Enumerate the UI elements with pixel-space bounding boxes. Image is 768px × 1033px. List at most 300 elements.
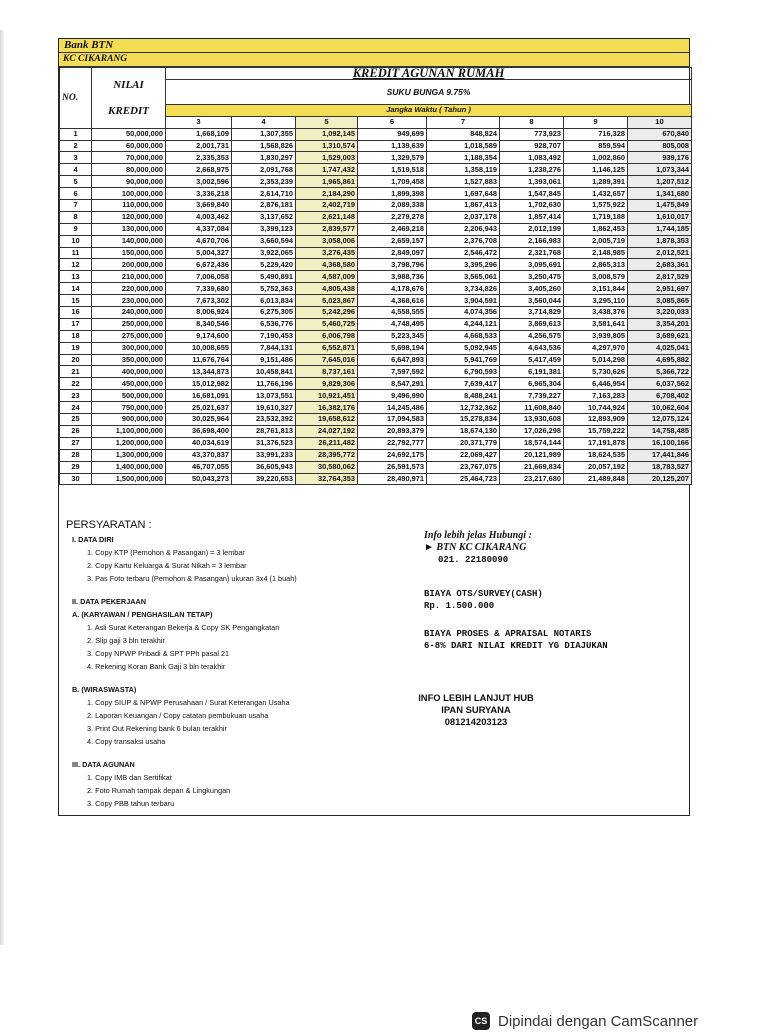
loan-amount: 750,000,000 <box>92 402 166 414</box>
col-nilai-label: NILAI <box>113 78 144 91</box>
installment-cell: 8,006,924 <box>166 307 232 319</box>
table-row <box>60 330 692 342</box>
loan-amount: 1,400,000,000 <box>92 461 166 473</box>
installment-cell: 7,190,453 <box>232 330 296 342</box>
installment-cell: 5,460,725 <box>296 318 358 330</box>
installment-cell: 3,904,591 <box>427 295 500 307</box>
installment-cell: 2,279,278 <box>358 211 427 223</box>
year-header: 6 <box>358 116 427 128</box>
row-number: 8 <box>60 211 92 223</box>
installment-cell: 3,008,579 <box>564 271 628 283</box>
installment-cell: 17,191,878 <box>564 437 628 449</box>
table-row <box>60 176 692 188</box>
installment-cell: 2,469,218 <box>358 223 427 235</box>
installment-cell: 5,417,459 <box>500 354 564 366</box>
loan-amount: 1,200,000,000 <box>92 437 166 449</box>
installment-cell: 6,790,593 <box>427 366 500 378</box>
installment-cell: 5,730,626 <box>564 366 628 378</box>
loan-amount: 400,000,000 <box>92 366 166 378</box>
installment-cell: 1,529,003 <box>296 152 358 164</box>
installment-cell: 3,250,475 <box>500 271 564 283</box>
installment-cell: 3,276,435 <box>296 247 358 259</box>
table-row <box>60 461 692 473</box>
table-row <box>60 259 692 271</box>
installment-cell: 1,083,492 <box>500 152 564 164</box>
installment-cell: 1,073,344 <box>628 164 692 176</box>
installment-cell: 1,697,648 <box>427 188 500 200</box>
installment-cell: 19,610,327 <box>232 402 296 414</box>
installment-cell: 6,552,871 <box>296 342 358 354</box>
table-row <box>60 223 692 235</box>
section-data-pekerjaan: II. DATA PEKERJAAN <box>72 597 147 606</box>
year-header: 5 <box>296 116 358 128</box>
installment-cell: 15,012,982 <box>166 378 232 390</box>
row-number: 20 <box>60 354 92 366</box>
installment-cell: 4,244,121 <box>427 318 500 330</box>
installment-cell: 10,921,451 <box>296 390 358 402</box>
row-number: 3 <box>60 152 92 164</box>
installment-cell: 3,734,826 <box>427 283 500 295</box>
installment-cell: 13,344,873 <box>166 366 232 378</box>
installment-cell: 2,659,157 <box>358 235 427 247</box>
table-row <box>60 342 692 354</box>
installment-cell: 8,547,291 <box>358 378 427 390</box>
bank-logo: Bank BTN <box>64 39 114 51</box>
installment-cell: 3,714,829 <box>500 307 564 319</box>
agunan-item: 2. Foto Rumah tampak depan & Lingkungan <box>87 786 231 795</box>
installment-cell: 6,708,402 <box>628 390 692 402</box>
row-number: 9 <box>60 223 92 235</box>
installment-cell: 18,783,527 <box>628 461 692 473</box>
installment-cell: 33,991,233 <box>232 449 296 461</box>
installment-cell: 4,695,882 <box>628 354 692 366</box>
installment-cell: 1,146,125 <box>564 164 628 176</box>
installment-cell: 1,867,413 <box>427 200 500 212</box>
installment-cell: 5,092,945 <box>427 342 500 354</box>
installment-cell: 3,336,218 <box>166 188 232 200</box>
installment-cell: 2,005,719 <box>564 235 628 247</box>
col-no-header: NO. <box>60 68 92 129</box>
installment-cell: 3,660,594 <box>232 235 296 247</box>
installment-cell: 1,018,589 <box>427 140 500 152</box>
karyawan-item: 1. Asli Surat Keterangan Bekerja & Copy SK Pengangkatan <box>87 623 280 632</box>
installment-cell: 9,174,600 <box>166 330 232 342</box>
installment-cell: 8,488,241 <box>427 390 500 402</box>
table-row <box>60 425 692 437</box>
installment-cell: 7,673,302 <box>166 295 232 307</box>
installment-cell: 2,614,710 <box>232 188 296 200</box>
installment-cell: 2,184,290 <box>296 188 358 200</box>
table-row <box>60 378 692 390</box>
installment-cell: 1,899,398 <box>358 188 427 200</box>
row-number: 15 <box>60 295 92 307</box>
installment-cell: 43,370,837 <box>166 449 232 461</box>
installment-cell: 6,536,776 <box>232 318 296 330</box>
table-row <box>60 271 692 283</box>
installment-cell: 1,432,657 <box>564 188 628 200</box>
installment-cell: 4,337,084 <box>166 223 232 235</box>
installment-cell: 20,125,207 <box>628 473 692 485</box>
installment-cell: 36,698,400 <box>166 425 232 437</box>
row-number: 27 <box>60 437 92 449</box>
installment-cell: 1,527,883 <box>427 176 500 188</box>
installment-cell: 7,844,131 <box>232 342 296 354</box>
installment-cell: 3,565,061 <box>427 271 500 283</box>
data-diri-item: 3. Pas Foto terbaru (Pemohon & Pasangan) ukuran 3x4 (1 buah) <box>87 574 297 583</box>
installment-cell: 1,393,061 <box>500 176 564 188</box>
installment-cell: 716,328 <box>564 128 628 140</box>
installment-cell: 2,089,338 <box>358 200 427 212</box>
section-karyawan: A. (KARYAWAN / PENGHASILAN TETAP) <box>72 610 213 619</box>
installment-cell: 2,012,199 <box>500 223 564 235</box>
table-row <box>60 390 692 402</box>
col-kredit-label: KREDIT <box>108 104 149 117</box>
installment-cell: 4,748,495 <box>358 318 427 330</box>
installment-cell: 6,446,954 <box>564 378 628 390</box>
loan-amount: 80,000,000 <box>92 164 166 176</box>
row-number: 6 <box>60 188 92 200</box>
section-wiraswasta: B. (WIRASWASTA) <box>72 685 137 694</box>
installment-cell: 1,744,185 <box>628 223 692 235</box>
row-number: 17 <box>60 318 92 330</box>
installment-cell: 4,256,575 <box>500 330 564 342</box>
installment-cell: 10,458,841 <box>232 366 296 378</box>
loan-amount: 100,000,000 <box>92 188 166 200</box>
row-number: 13 <box>60 271 92 283</box>
col-kredit-header <box>92 68 166 129</box>
installment-cell: 5,941,769 <box>427 354 500 366</box>
installment-cell: 21,669,834 <box>500 461 564 473</box>
installment-cell: 32,764,353 <box>296 473 358 485</box>
installment-cell: 5,242,296 <box>296 307 358 319</box>
table-row <box>60 295 692 307</box>
installment-cell: 670,840 <box>628 128 692 140</box>
table-row <box>60 354 692 366</box>
installment-cell: 1,747,432 <box>296 164 358 176</box>
installment-cell: 25,021,637 <box>166 402 232 414</box>
process-fee-label: BIAYA PROSES & APRAISAL NOTARIS <box>424 629 592 639</box>
installment-cell: 848,824 <box>427 128 500 140</box>
installment-cell: 773,923 <box>500 128 564 140</box>
term-label: Jangka Waktu ( Tahun ) <box>166 104 692 116</box>
installment-cell: 3,581,641 <box>564 318 628 330</box>
agunan-item: 3. Copy PBB tahun terbaru <box>87 799 175 808</box>
installment-cell: 3,988,736 <box>358 271 427 283</box>
installment-cell: 2,849,097 <box>358 247 427 259</box>
row-number: 21 <box>60 366 92 378</box>
scan-edge <box>0 30 4 945</box>
installment-cell: 18,624,535 <box>564 449 628 461</box>
section-data-diri: I. DATA DIRI <box>72 535 114 544</box>
loan-amount: 110,000,000 <box>92 200 166 212</box>
installment-cell: 6,013,834 <box>232 295 296 307</box>
installment-cell: 2,148,985 <box>564 247 628 259</box>
installment-cell: 25,464,723 <box>427 473 500 485</box>
loan-amount: 1,500,000,000 <box>92 473 166 485</box>
data-diri-item: 2. Copy Kartu Keluarga & Surat Nikah = 3 lembar <box>87 561 247 570</box>
installment-cell: 17,026,298 <box>500 425 564 437</box>
installment-cell: 12,893,909 <box>564 414 628 426</box>
installment-cell: 13,930,608 <box>500 414 564 426</box>
row-number: 26 <box>60 425 92 437</box>
bank-header-bar <box>59 39 689 53</box>
installment-cell: 26,211,482 <box>296 437 358 449</box>
installment-cell: 12,732,362 <box>427 402 500 414</box>
wiraswasta-item: 3. Print Out Rekening bank 6 bulan terakhir <box>87 724 227 733</box>
installment-cell: 7,645,016 <box>296 354 358 366</box>
row-number: 25 <box>60 414 92 426</box>
installment-cell: 7,163,283 <box>564 390 628 402</box>
installment-cell: 3,438,376 <box>564 307 628 319</box>
installment-cell: 23,767,075 <box>427 461 500 473</box>
further-info-title: INFO LEBIH LANJUT HUB <box>418 692 534 703</box>
wiraswasta-item: 2. Laporan Keuangan / Copy catatan pembukuan usaha <box>87 711 269 720</box>
installment-cell: 14,758,485 <box>628 425 692 437</box>
installment-cell: 5,223,345 <box>358 330 427 342</box>
loan-amount: 300,000,000 <box>92 342 166 354</box>
installment-cell: 4,643,536 <box>500 342 564 354</box>
installment-cell: 2,951,697 <box>628 283 692 295</box>
installment-cell: 1,878,353 <box>628 235 692 247</box>
row-number: 16 <box>60 307 92 319</box>
installment-cell: 3,395,296 <box>427 259 500 271</box>
karyawan-item: 3. Copy NPWP Pribadi & SPT PPh pasal 21 <box>87 649 230 658</box>
installment-cell: 2,621,148 <box>296 211 358 223</box>
further-info-name: IPAN SURYANA <box>441 704 511 715</box>
installment-cell: 2,012,521 <box>628 247 692 259</box>
row-number: 24 <box>60 402 92 414</box>
installment-cell: 2,321,768 <box>500 247 564 259</box>
year-header: 7 <box>427 116 500 128</box>
year-header: 10 <box>628 116 692 128</box>
loan-amount: 60,000,000 <box>92 140 166 152</box>
loan-amount: 500,000,000 <box>92 390 166 402</box>
installment-cell: 859,594 <box>564 140 628 152</box>
installment-cell: 30,025,964 <box>166 414 232 426</box>
installment-cell: 18,574,144 <box>500 437 564 449</box>
installment-cell: 17,094,583 <box>358 414 427 426</box>
installment-cell: 31,376,523 <box>232 437 296 449</box>
further-info-phone: 081214203123 <box>444 716 508 727</box>
installment-cell: 1,188,354 <box>427 152 500 164</box>
wiraswasta-item: 1. Copy SIUP & NPWP Perusahaan / Surat Keterangan Usaha <box>87 698 290 707</box>
installment-cell: 11,676,764 <box>166 354 232 366</box>
installment-cell: 1,857,414 <box>500 211 564 223</box>
installment-cell: 28,490,971 <box>358 473 427 485</box>
installment-cell: 22,792,777 <box>358 437 427 449</box>
table-row <box>60 402 692 414</box>
installment-cell: 3,151,844 <box>564 283 628 295</box>
installment-cell: 5,752,363 <box>232 283 296 295</box>
loan-amount: 150,000,000 <box>92 247 166 259</box>
row-number: 2 <box>60 140 92 152</box>
installment-cell: 20,121,989 <box>500 449 564 461</box>
installment-cell: 11,608,840 <box>500 402 564 414</box>
installment-cell: 5,229,420 <box>232 259 296 271</box>
installment-cell: 3,399,123 <box>232 223 296 235</box>
installment-cell: 17,441,846 <box>628 449 692 461</box>
karyawan-item: 2. Slip gaji 3 bln terakhir <box>87 636 165 645</box>
installment-cell: 1,830,297 <box>232 152 296 164</box>
installment-cell: 6,006,798 <box>296 330 358 342</box>
installment-cell: 1,965,861 <box>296 176 358 188</box>
installment-cell: 4,297,970 <box>564 342 628 354</box>
contact-title: Info lebih jelas Hubungi : <box>424 530 532 541</box>
row-number: 1 <box>60 128 92 140</box>
installment-cell: 2,206,943 <box>427 223 500 235</box>
data-diri-item: 1. Copy KTP (Pemohon & Pasangan) = 3 lembar <box>87 548 245 557</box>
installment-cell: 4,074,356 <box>427 307 500 319</box>
table-row <box>60 247 692 259</box>
table-title: KREDIT AGUNAN RUMAH <box>166 68 692 80</box>
installment-cell: 805,008 <box>628 140 692 152</box>
table-row <box>60 211 692 223</box>
installment-cell: 6,275,305 <box>232 307 296 319</box>
year-header: 4 <box>232 116 296 128</box>
camscanner-icon: CS <box>472 1012 490 1030</box>
installment-cell: 6,037,562 <box>628 378 692 390</box>
contact-phone: 021. 22180090 <box>438 555 509 565</box>
installment-cell: 2,335,353 <box>166 152 232 164</box>
loan-amount: 900,000,000 <box>92 414 166 426</box>
ots-fee-label: BIAYA OTS/SURVEY(CASH) <box>424 589 543 599</box>
installment-cell: 16,100,166 <box>628 437 692 449</box>
installment-cell: 20,371,779 <box>427 437 500 449</box>
installment-cell: 2,091,768 <box>232 164 296 176</box>
installment-cell: 28,395,772 <box>296 449 358 461</box>
installment-cell: 3,354,201 <box>628 318 692 330</box>
installment-cell: 7,006,058 <box>166 271 232 283</box>
further-info <box>396 692 556 728</box>
installment-cell: 2,865,313 <box>564 259 628 271</box>
table-row <box>60 283 692 295</box>
installment-cell: 1,862,453 <box>564 223 628 235</box>
installment-cell: 36,605,943 <box>232 461 296 473</box>
installment-cell: 23,217,680 <box>500 473 564 485</box>
year-header: 9 <box>564 116 628 128</box>
table-row <box>60 200 692 212</box>
installment-cell: 1,238,276 <box>500 164 564 176</box>
installment-cell: 3,798,796 <box>358 259 427 271</box>
installment-cell: 3,560,044 <box>500 295 564 307</box>
installment-cell: 46,707,055 <box>166 461 232 473</box>
loan-amount: 1,300,000,000 <box>92 449 166 461</box>
installment-cell: 2,683,361 <box>628 259 692 271</box>
installment-cell: 3,058,006 <box>296 235 358 247</box>
year-header: 8 <box>500 116 564 128</box>
installment-cell: 3,220,033 <box>628 307 692 319</box>
installment-cell: 3,669,840 <box>166 200 232 212</box>
installment-cell: 8,340,546 <box>166 318 232 330</box>
installment-cell: 21,489,848 <box>564 473 628 485</box>
installment-cell: 3,085,865 <box>628 295 692 307</box>
installment-cell: 4,670,706 <box>166 235 232 247</box>
row-number: 10 <box>60 235 92 247</box>
branch-name: KC CIKARANG <box>63 54 128 64</box>
loan-amount: 240,000,000 <box>92 307 166 319</box>
loan-amount: 450,000,000 <box>92 378 166 390</box>
loan-amount: 200,000,000 <box>92 259 166 271</box>
installment-cell: 1,310,574 <box>296 140 358 152</box>
installment-cell: 939,176 <box>628 152 692 164</box>
installment-cell: 7,639,417 <box>427 378 500 390</box>
row-number: 11 <box>60 247 92 259</box>
contact-branch: ► BTN KC CIKARANG <box>424 542 527 553</box>
installment-cell: 1,575,922 <box>564 200 628 212</box>
installment-cell: 20,893,379 <box>358 425 427 437</box>
row-number: 7 <box>60 200 92 212</box>
installment-cell: 3,939,805 <box>564 330 628 342</box>
installment-cell: 1,668,109 <box>166 128 232 140</box>
installment-cell: 928,707 <box>500 140 564 152</box>
camscanner-text: Dipindai dengan CamScanner <box>498 1012 699 1030</box>
installment-cell: 5,366,722 <box>628 366 692 378</box>
installment-cell: 15,278,834 <box>427 414 500 426</box>
installment-cell: 24,027,192 <box>296 425 358 437</box>
installment-cell: 1,519,518 <box>358 164 427 176</box>
installment-cell: 1,719,188 <box>564 211 628 223</box>
loan-amount: 210,000,000 <box>92 271 166 283</box>
installment-cell: 9,496,990 <box>358 390 427 402</box>
installment-cell: 4,587,009 <box>296 271 358 283</box>
installment-cell: 11,766,196 <box>232 378 296 390</box>
wiraswasta-item: 4. Copy transaksi usaha <box>87 737 166 746</box>
loan-amount: 50,000,000 <box>92 128 166 140</box>
installment-cell: 22,069,427 <box>427 449 500 461</box>
contact-info <box>424 530 684 652</box>
installment-cell: 5,004,327 <box>166 247 232 259</box>
installment-cell: 6,672,436 <box>166 259 232 271</box>
row-number: 30 <box>60 473 92 485</box>
installment-cell: 2,402,719 <box>296 200 358 212</box>
installment-cell: 2,166,983 <box>500 235 564 247</box>
table-row <box>60 128 692 140</box>
row-number: 22 <box>60 378 92 390</box>
installment-cell: 3,002,596 <box>166 176 232 188</box>
installment-cell: 18,674,130 <box>427 425 500 437</box>
row-number: 19 <box>60 342 92 354</box>
table-row <box>60 235 692 247</box>
installment-cell: 6,965,304 <box>500 378 564 390</box>
installment-cell: 4,805,438 <box>296 283 358 295</box>
loan-amount: 350,000,000 <box>92 354 166 366</box>
installment-cell: 13,073,551 <box>232 390 296 402</box>
installment-cell: 1,568,826 <box>232 140 296 152</box>
installment-cell: 10,744,924 <box>564 402 628 414</box>
year-header: 3 <box>166 116 232 128</box>
installment-cell: 4,668,533 <box>427 330 500 342</box>
table-body <box>60 128 692 485</box>
loan-amount: 140,000,000 <box>92 235 166 247</box>
interest-rate: SUKU BUNGA 9.75% <box>166 79 692 104</box>
installment-cell: 1,547,845 <box>500 188 564 200</box>
loan-amount: 220,000,000 <box>92 283 166 295</box>
installment-cell: 4,368,580 <box>296 259 358 271</box>
row-number: 23 <box>60 390 92 402</box>
installment-cell: 7,339,680 <box>166 283 232 295</box>
installment-cell: 50,043,273 <box>166 473 232 485</box>
installment-cell: 28,761,813 <box>232 425 296 437</box>
installment-cell: 2,001,731 <box>166 140 232 152</box>
table-row <box>60 437 692 449</box>
installment-cell: 3,869,613 <box>500 318 564 330</box>
row-number: 4 <box>60 164 92 176</box>
installment-cell: 3,689,621 <box>628 330 692 342</box>
table-row <box>60 449 692 461</box>
agunan-item: 1. Copy IMB dan Sertifikat <box>87 773 172 782</box>
installment-cell: 1,092,145 <box>296 128 358 140</box>
row-number: 14 <box>60 283 92 295</box>
